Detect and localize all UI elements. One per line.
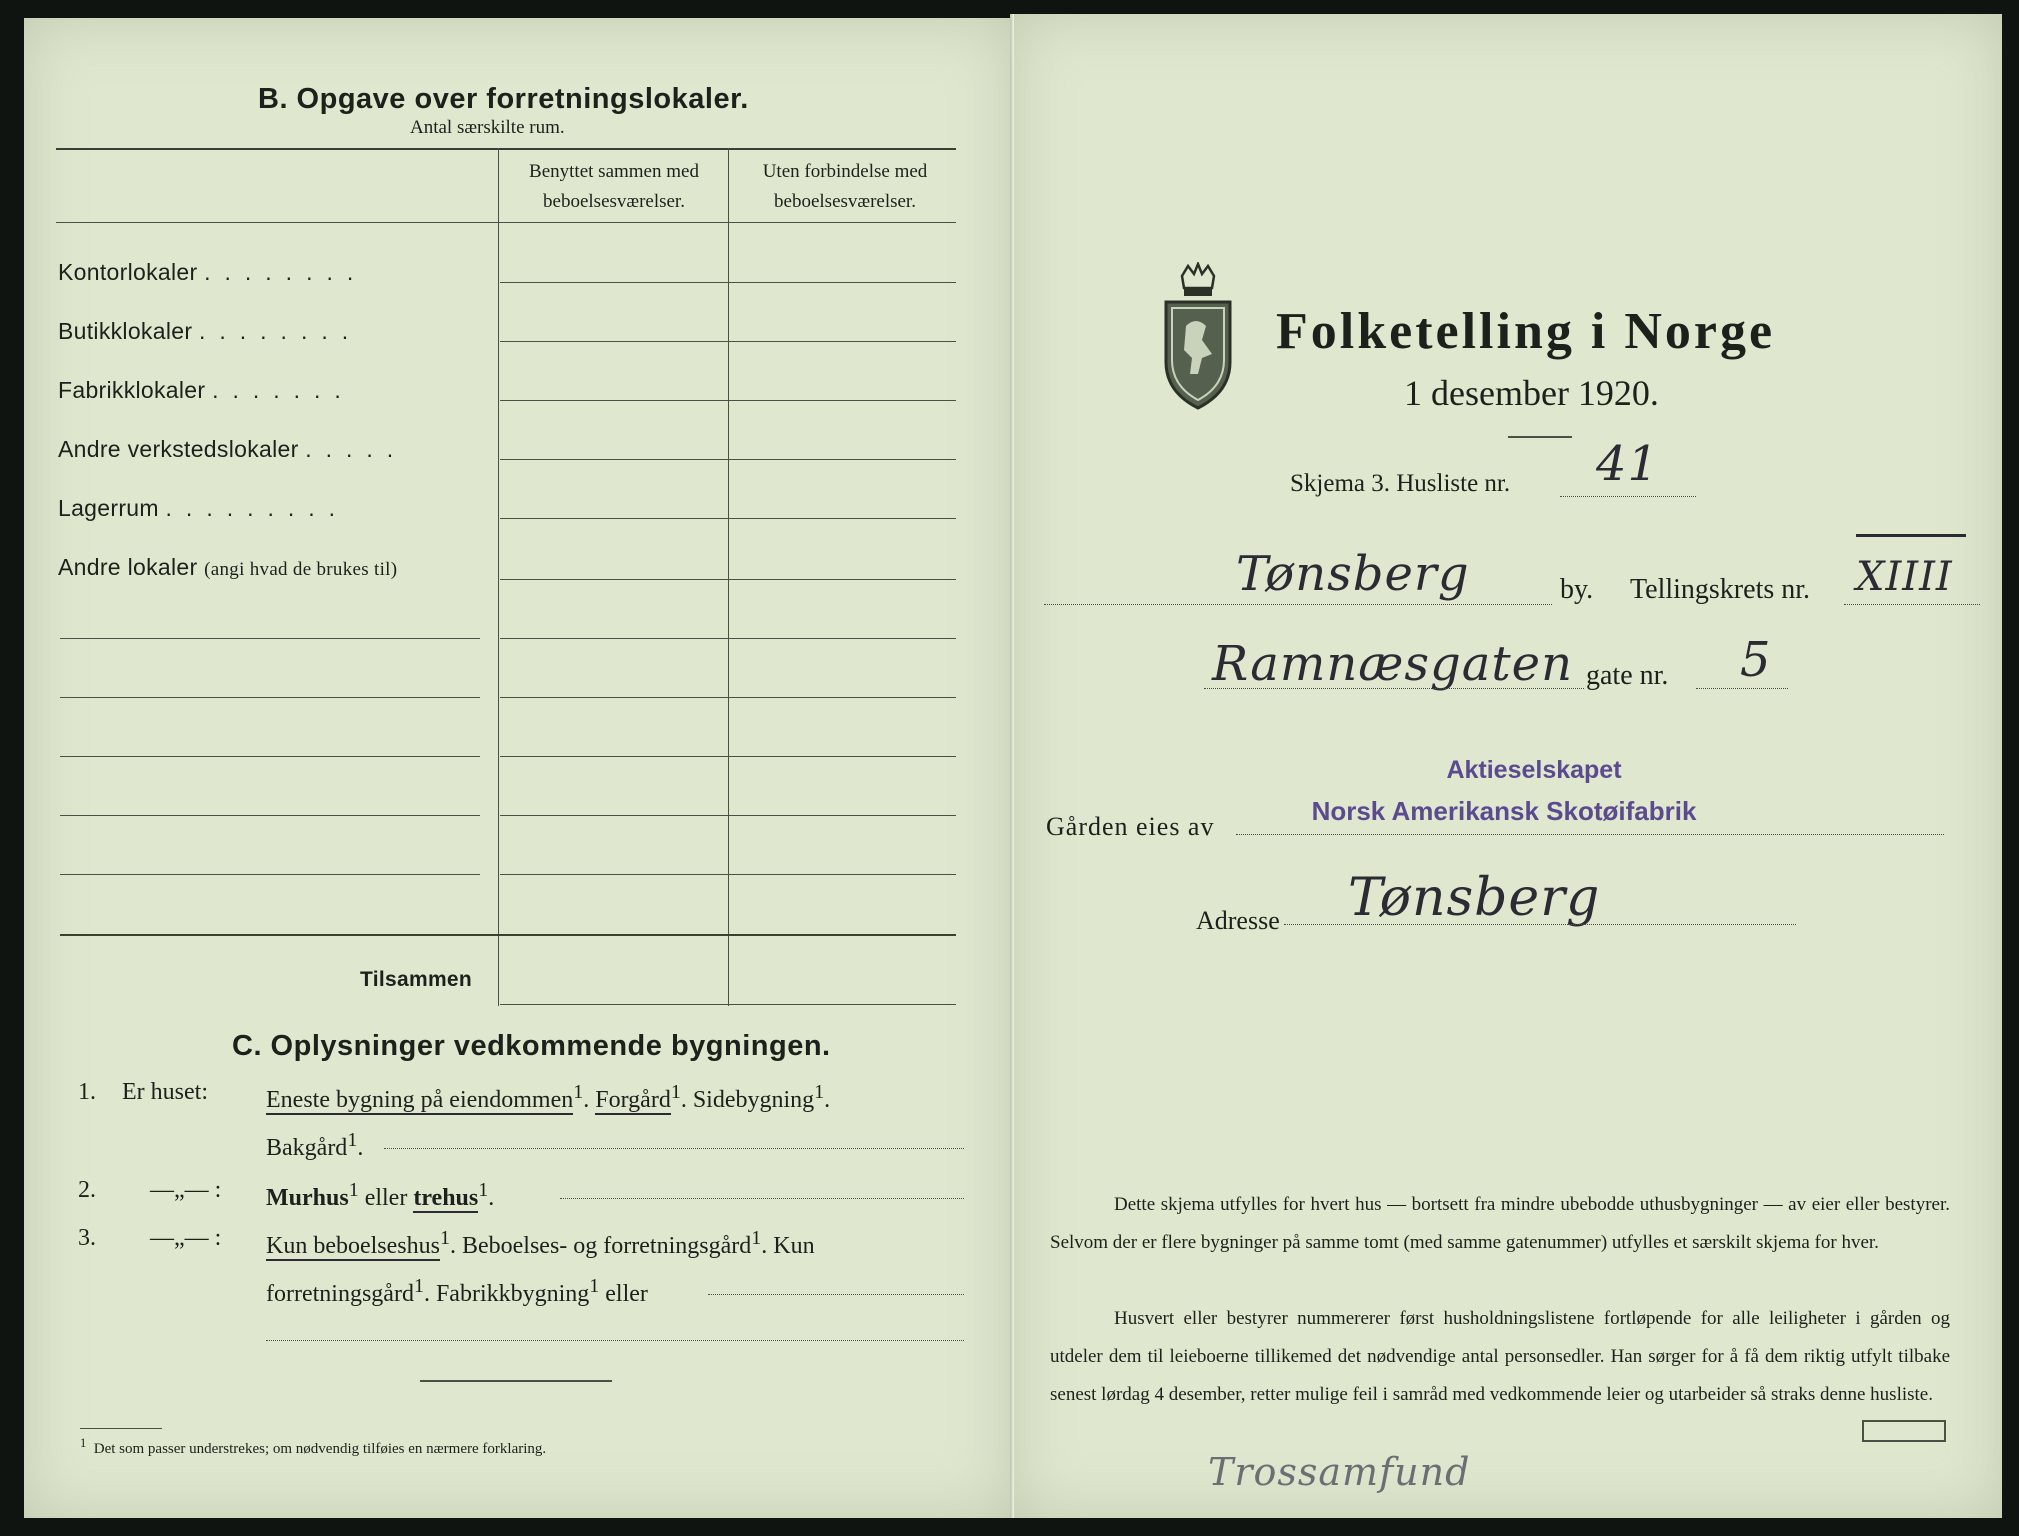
row-line [60,756,480,757]
q3-option-kun-beboelseshus: Kun beboelseshus [266,1233,440,1259]
q3-number: 3. [78,1225,96,1251]
row-line [500,282,956,283]
row-line [60,815,480,816]
address-handwritten: Tønsberg [1348,868,1601,928]
row-line [500,697,956,698]
husliste-line [1560,496,1696,497]
skjema-label: Skjema 3. Husliste nr. [1290,470,1511,497]
page-fold [1010,14,1014,1518]
q2-option-trehus: trehus [413,1185,479,1211]
printer-mark-icon [1862,1420,1946,1442]
col-divider-2 [728,148,729,1006]
q2-option-murhus: Murhus [266,1185,349,1211]
owner-line [1236,834,1944,835]
q3-fill-line [708,1294,964,1295]
section-b-subtitle: Antal særskilte rum. [410,117,565,138]
row-line [500,815,956,816]
section-c-title: C. Oplysninger vedkommende bygningen. [232,1030,831,1062]
q1-fill-line [384,1148,964,1149]
q2-dash: —„— : [150,1177,222,1203]
q3-option-beboelses-forretning: Beboelses- og forretningsgård [461,1233,752,1259]
street-line [1204,688,1584,689]
q3-line-2: forretningsgård$^1$. Fabrikkbygning$^1$ eller [266,1275,648,1307]
row-label-andre-verkstedslokaler: Andre verkstedslokaler ..... [58,436,408,462]
krets-line [1844,604,1980,605]
table-top-rule [56,148,956,150]
coat-of-arms-icon [1162,262,1234,412]
q3-dash: —„— : [150,1225,222,1251]
date-underline [1508,436,1572,438]
total-bottom-rule [500,1004,956,1005]
bottom-handwriting: Trossamfund [1208,1450,1471,1494]
q1-option-eneste: Eneste bygning på eiendommen [266,1087,574,1113]
row-label-lagerrum: Lagerrum ......... [58,495,350,521]
q1-number: 1. [78,1079,96,1105]
address-line [1284,924,1796,925]
q1-lead: Er huset: [122,1079,208,1105]
col-divider-1 [498,148,499,1006]
owner-stamp-line1: Aktieselskapet [1446,756,1622,784]
city-handwritten: Tønsberg [1236,546,1470,602]
husliste-number: 41 [1596,436,1660,492]
section-c-end-rule [420,1380,612,1382]
q1-option-sidebygning: Sidebygning [692,1087,815,1113]
row-label-andre-lokaler: Andre lokaler (angi hvad de brukes til) [58,554,398,580]
form-date: 1 desember 1920. [1404,373,1659,413]
q3-fill-line-2 [266,1340,964,1341]
instructions-p1: Dette skjema utfylles for hvert hus — bortsett fra mindre ubebodde uthusbygninger — av eier eller bestyrer. Selvom der er flere bygninger på samme tomt (med samme gatenummer) utfylles et særskilt skjema for hver. [1050,1194,1950,1253]
city-label: by. [1560,574,1594,605]
table-header-rule [56,222,956,223]
row-label-fabrikklokaler: Fabrikklokaler ....... [58,377,355,403]
form-title: Folketelling i Norge [1276,303,1776,360]
row-line [500,518,956,519]
q2-options: Murhus$^1$ eller trehus$^1$. [266,1179,495,1211]
row-line [60,697,480,698]
total-label: Tilsammen [360,968,473,991]
street-handwritten: Ramnæsgaten [1212,636,1573,692]
instructions-p2: Husvert eller bestyrer nummererer først husholdningslistene fortløpende for alle leiligheter i gården og utdeler dem til leieboerne tillikemed det nødvendige antal personsedler. Han sørger for å få dem riktig utfylt tilbake senest lørdag 4 desember, retter mulige feil i samråd med vedkommende leier og utarbeider så straks denne husliste. [1050,1308,1950,1405]
col2-header: Uten forbindelse med beboelsesværelser. [762,161,928,212]
owner-label: Gården eies av [1046,812,1215,841]
q1-option-bakgard: Bakgård$^1$. [266,1129,364,1161]
row-line [500,579,956,580]
row-line [500,638,956,639]
row-line [60,638,480,639]
row-line [500,459,956,460]
krets-label: Tellingskrets nr. [1630,574,1811,605]
q3-options: Kun beboelseshus$^1$. Beboelses- og forretningsgård$^1$. Kun [266,1227,815,1259]
row-label-kontorlokaler: Kontorlokaler ........ [58,259,368,285]
row-line [60,874,480,875]
total-rule [60,934,956,936]
row-line [500,341,956,342]
street-label: gate nr. [1586,660,1669,691]
row-line [500,400,956,401]
q1-option-forgard: Forgård [595,1087,671,1113]
krets-number: XIIII [1856,554,1953,600]
address-label: Adresse [1196,906,1280,935]
owner-stamp-line2: Norsk Amerikansk Skotøifabrik [1311,796,1697,826]
street-number-line [1696,688,1788,689]
row-line [500,874,956,875]
krets-overline [1856,534,1966,537]
q1-options: Eneste bygning på eiendommen$^1$. Forgård$^1$. Sidebygning$^1$. [266,1081,831,1113]
q2-fill-line [560,1198,964,1199]
street-number: 5 [1740,632,1772,688]
row-line [500,756,956,757]
row-label-butikklokaler: Butikklokaler ........ [58,318,363,344]
footnote: $^1$ Det som passer understrekes; om nødvendig tilføies en nærmere forklaring. [80,1436,547,1457]
section-b-title: B. Opgave over forretningslokaler. [258,83,749,115]
q2-number: 2. [78,1177,96,1203]
col1-header: Benyttet sammen med beboelsesværelser. [529,161,699,212]
footnote-rule [80,1428,162,1429]
city-line [1044,604,1552,605]
